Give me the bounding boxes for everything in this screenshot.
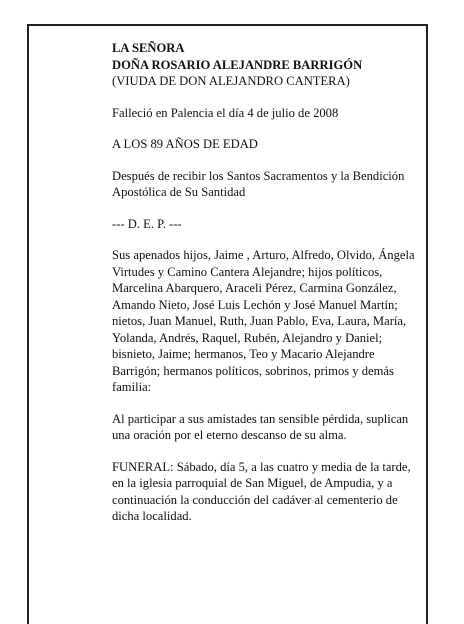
sacraments-paragraph: Después de recibir los Santos Sacramentos y la Bendición Apostólica de Su Santidad [112,168,405,199]
request-paragraph: Al participar a sus amistades tan sensible pérdida, suplican una oración por el eterno descanso de su alma. [112,411,409,442]
title-line-3: (VIUDA DE DON ALEJANDRO CANTERA) [112,74,350,88]
title-line-2: DOÑA ROSARIO ALEJANDRE BARRIGÓN [112,57,363,72]
funeral-paragraph: FUNERAL: Sábado, día 5, a las cuatro y media de la tarde, en la iglesia parroquial de San Miguel, de Ampudia, y a continuación la conducción del cadáver al cementerio de dicha localidad. [112,459,411,523]
dep-paragraph: --- D. E. P. --- [112,216,182,231]
obituary-notice [112,40,424,540]
heading-block [112,40,424,90]
family-paragraph: Sus apenados hijos, Jaime , Arturo, Alfredo, Olvido, Ángela Virtudes y Camino Cantera Alejandre; hijos políticos, Marcelina Abarquero, Araceli Pérez, Carmina González, Amando Nieto, José Luis Lechón y José Manuel Martín; nietos, Juan Manuel, Ruth, Juan Pablo, Eva, Laura, María, Yolanda, Andrés, Raquel, Rubén, Alejandro y Daniel; bisnieto, Jaime; hermanos, Teo y Macario Alejandre Barrigón; hermanos políticos, sobrinos, primos y demás familia: [112,248,415,394]
age-paragraph: A LOS 89 AÑOS DE EDAD [112,137,258,151]
title-line-1: LA SEÑORA [112,41,185,55]
death-paragraph: Falleció en Palencia el día 4 de julio de 2008 [112,105,339,120]
